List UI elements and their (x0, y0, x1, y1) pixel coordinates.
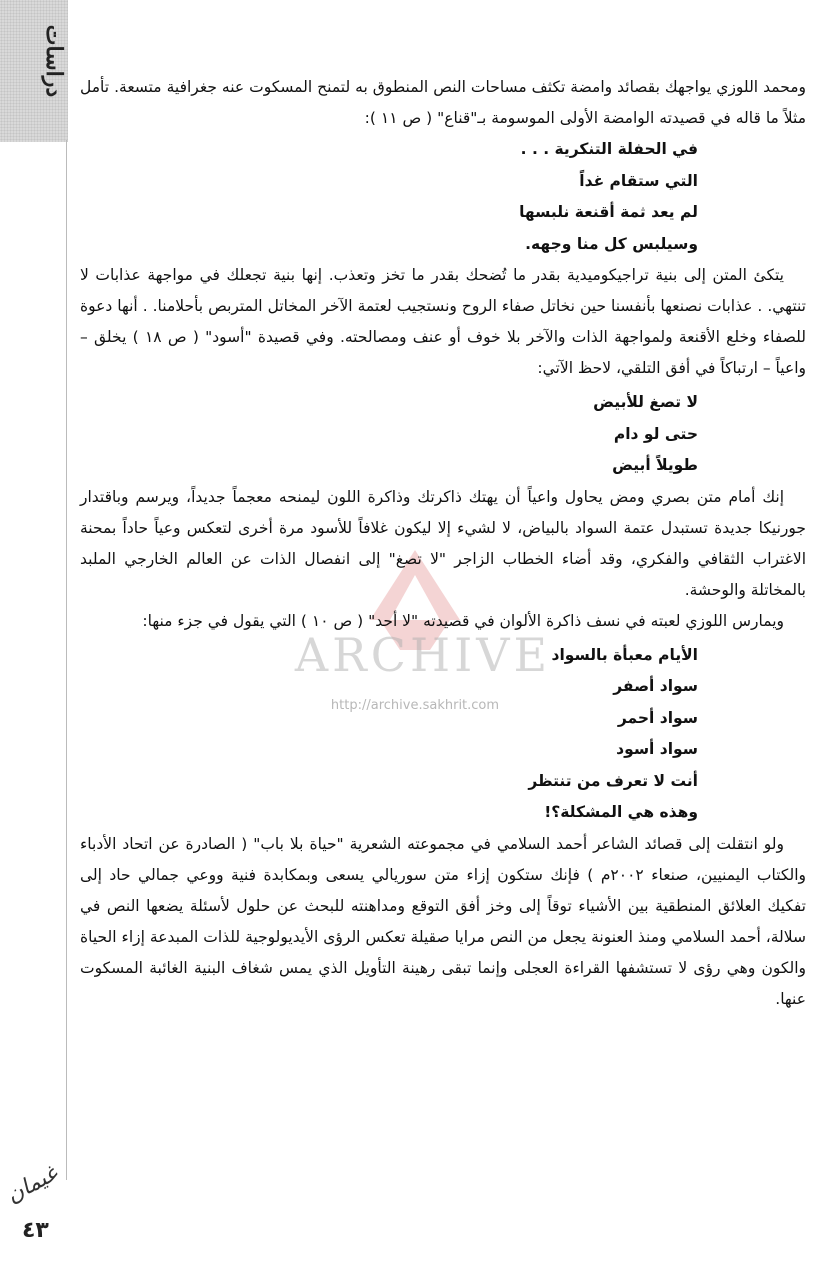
poem-line: سواد أسود (616, 740, 698, 758)
article-body (80, 72, 806, 1015)
poem-line: سواد أحمر (617, 708, 698, 727)
poem-line: الأيام معبأة بالسواد (551, 645, 698, 664)
page-number: ٤٣ (22, 1218, 49, 1243)
poem-line: لم يعد ثمة أقنعة نلبسها (519, 203, 698, 221)
section-tab (0, 0, 68, 142)
poem-line: لا تصغ للأبيض (593, 393, 698, 411)
section-label: دراسات (41, 24, 68, 98)
poem-line: في الحفلة التنكرية . . . (520, 140, 698, 158)
poem-line: التي ستقام غداً (579, 171, 698, 190)
poem-line: وهذه هي المشكلة؟! (544, 803, 698, 821)
watermark-text: ARCHIVE (294, 628, 552, 682)
poem-line: حتى لو دام (613, 424, 698, 443)
poem-line: وسيلبس كل منا وجهه. (525, 234, 698, 253)
poem-line: طويلاً أبيض (612, 456, 698, 474)
poem-line: سواد أصفر (613, 677, 698, 695)
margin-divider (66, 140, 67, 1180)
poem-quote (80, 134, 698, 260)
watermark-url: http://archive.sakhrit.com (330, 698, 500, 713)
paragraph: ومحمد اللوزي يواجهك بقصائد وامضة تكثف مساحات النص المنطوق به لتمنح المسكوت عنه جغرافية متسعة. تأمل مثلاً ما قاله في قصيدته الوامضة الأولى الموسومة بـ"قناع" ( ص ١١ ): (80, 78, 806, 127)
paragraph: ولو انتقلت إلى قصائد الشاعر أحمد السلامي في مجموعته الشعرية "حياة بلا باب" ( الصادرة عن اتحاد الأدباء والكتاب اليمنيين، صنعاء ٢٠٠٢م ) فإنك ستكون إزاء متن سوريالي يسعى وبمكابدة فنية ووعي جمالي حاد إلى تفكيك العلائق المنطقية بين الأشياء توقاً إلى وخز أفق التوقع ومداهنته للبحث عن حلول لأسئلة يضعها النص في سلالة، أحمد السلامي ومنذ العنونة يجعل من النص مرايا صقيلة تعكس الرؤى الأيديولوجية للذات المبدعة إزاء الحياة والكون وهي رؤى لا تستشفها القراءة العجلى وإنما تبقى رهينة التأويل الذي يمس شغاف البنية الغائبة المسكوت عنها. (80, 834, 806, 1008)
paragraph: ويمارس اللوزي لعبته في نسف ذاكرة الألوان في قصيدته "لا أحد" ( ص ١٠ ) التي يقول في جزء منها: (142, 611, 784, 630)
poem-line: أنت لا تعرف من تنتظر (528, 771, 698, 790)
poem-quote (80, 640, 698, 829)
poem-quote (80, 387, 698, 482)
paragraph: إنك أمام متن بصري ومض يحاول واعياً أن يهتك ذاكرتك وذاكرة اللون ليمنحه معجماً جديداً، ويرسم وباقتدار جورنيكا جديدة تستبدل عتمة السواد بالبياض، لا لشيء إلا ليكون غلافاً للأسود مرة أخرى لتعكس وعياً حاداً بمحنة الاغتراب الثقافي والفكري، وقد أضاء الخطاب الزاجر "لا تصغ" إلى انفصال الذات عن العالم الخارجي الملبد بالمخاتلة والوحشة. (80, 487, 806, 599)
paragraph: يتكئ المتن إلى بنية تراجيكوميدية بقدر ما تُضحك بقدر ما تخز وتعذب. إنها بنية تجعلك في مواجهة عذابات لا تنتهي. . عذابات نصنعها بأنفسنا حين نخاتل صفاء الروح ونستجيب لعتمة الآخر المخاتل المتربص بأحلامنا. . أنها دعوة للصفاء وخلع الأقنعة ولمواجهة الذات والآخر بلا خوف أو عنف ومصالحته. وفي قصيدة "أسود" ( ص ١٨ ) يخلق – واعياً – ارتباكاً في أفق التلقي، لاحظ الآتي: (80, 266, 806, 377)
magazine-logo: غيمان (2, 1161, 62, 1209)
